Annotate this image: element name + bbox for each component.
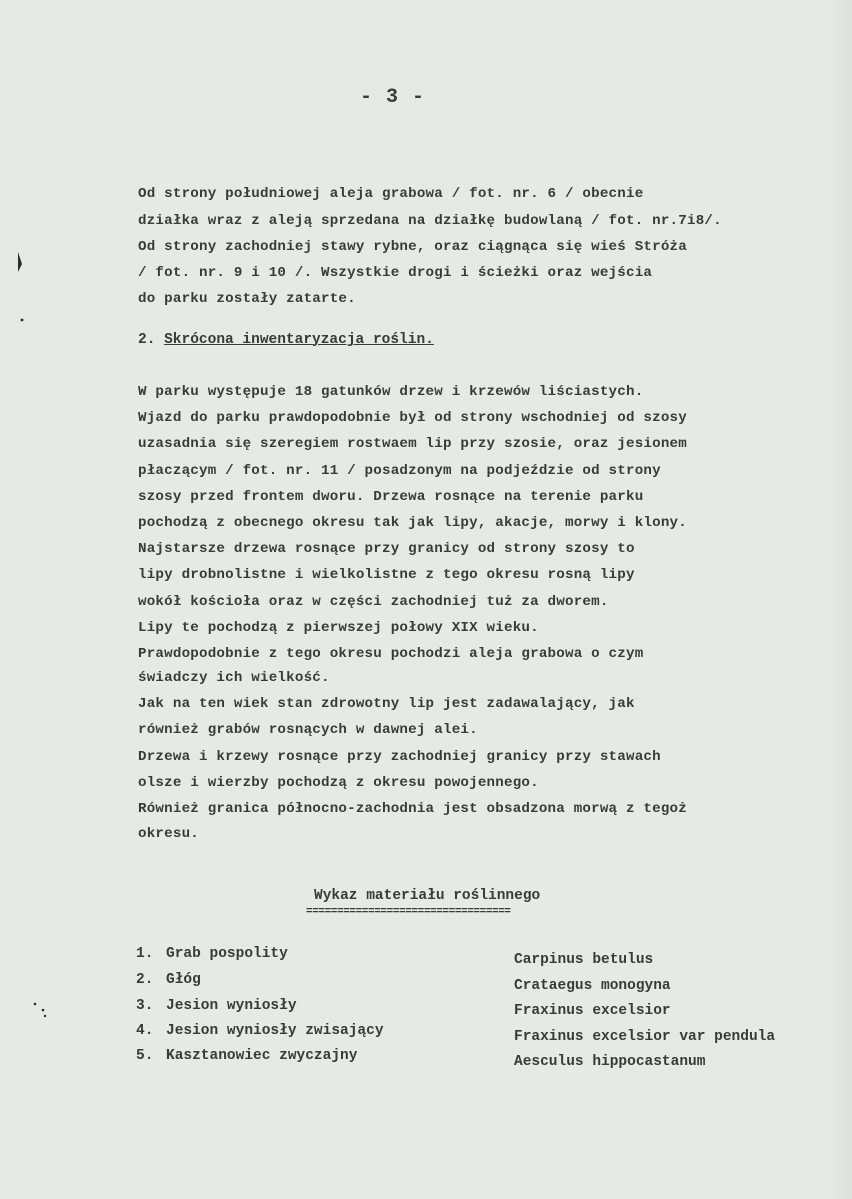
body-line: świadczy ich wielkość. [138,670,330,686]
body-line: pochodzą z obecnego okresu tak jak lipy, akacje, morwy i klony. [138,515,687,531]
body-line: olsze i wierzby pochodzą z okresu powojennego. [138,775,539,791]
intro-line: do parku zostały zatarte. [138,291,356,307]
plant-list-title: Wykaz materiału roślinnego [314,888,541,904]
body-line: Prawdopodobnie z tego okresu pochodzi aleja grabowa o czym [138,646,644,662]
page-edge-shadow [828,0,852,1199]
section-number: 2. [138,332,156,348]
intro-line: / fot. nr. 9 i 10 /. Wszystkie drogi i ścieżki oraz wejścia [138,265,653,281]
item-polish-name: Grab pospolity [166,946,288,962]
section-heading [138,332,434,348]
page-number: - 3 - [360,86,426,109]
body-line: szosy przed frontem dworu. Drzewa rosnące na terenie parku [138,489,644,505]
item-latin-name: Carpinus betulus [514,952,654,968]
body-line: Najstarsze drzewa rosnące przy granicy od strony szosy to [138,541,635,557]
body-line: wokół kościoła oraz w części zachodniej tuż za dworem. [138,594,609,610]
section-title: Skrócona inwentaryzacja roślin. [164,332,434,348]
intro-line: Od strony południowej aleja grabowa / fot. nr. 6 / obecnie [138,186,644,202]
item-number: 4. [136,1023,154,1039]
intro-line: działka wraz z aleją sprzedana na działkę budowlaną / fot. nr.7i8/. [138,213,722,229]
body-line: uzasadnia się szeregiem rostwaem lip przy szosie, oraz jesionem [138,436,687,452]
item-polish-name: Jesion wyniosły [166,998,297,1014]
body-line: Również granica północno-zachodnia jest obsadzona morwą z tegoż [138,801,687,817]
body-line: Lipy te pochodzą z pierwszej połowy XIX wieku. [138,620,539,636]
body-line: płaczącym / fot. nr. 11 / posadzonym na podjeździe od strony [138,463,661,479]
item-latin-name: Fraxinus excelsior var pendula [514,1029,776,1045]
item-number: 5. [136,1048,154,1064]
item-latin-name: Fraxinus excelsior [514,1003,671,1019]
body-line: W parku występuje 18 gatunków drzew i krzewów liściastych. [138,384,644,400]
item-latin-name: Aesculus hippocastanum [514,1054,706,1070]
body-line: również grabów rosnących w dawnej alei. [138,722,478,738]
plant-list-underline: ================================= [306,906,511,918]
item-polish-name: Głóg [166,972,201,988]
item-number: 1. [136,946,154,962]
margin-dot-mark [18,316,26,324]
item-polish-name: Kasztanowiec zwyczajny [166,1048,358,1064]
body-line: Drzewa i krzewy rosnące przy zachodniej granicy przy stawach [138,749,661,765]
item-number: 2. [136,972,154,988]
item-polish-name: Jesion wyniosły zwisający [166,1023,384,1039]
body-line: Wjazd do parku prawdopodobnie był od strony wschodniej od szosy [138,410,687,426]
intro-line: Od strony zachodniej stawy rybne, oraz ciągnąca się wieś Stróża [138,239,687,255]
body-line: okresu. [138,826,199,842]
body-line: Jak na ten wiek stan zdrowotny lip jest zadawalający, jak [138,696,635,712]
item-number: 3. [136,998,154,1014]
margin-ink-mark [10,250,30,280]
margin-dot-mark [30,1000,50,1020]
item-latin-name: Crataegus monogyna [514,978,671,994]
body-line: lipy drobnolistne i wielkolistne z tego okresu rosną lipy [138,567,635,583]
